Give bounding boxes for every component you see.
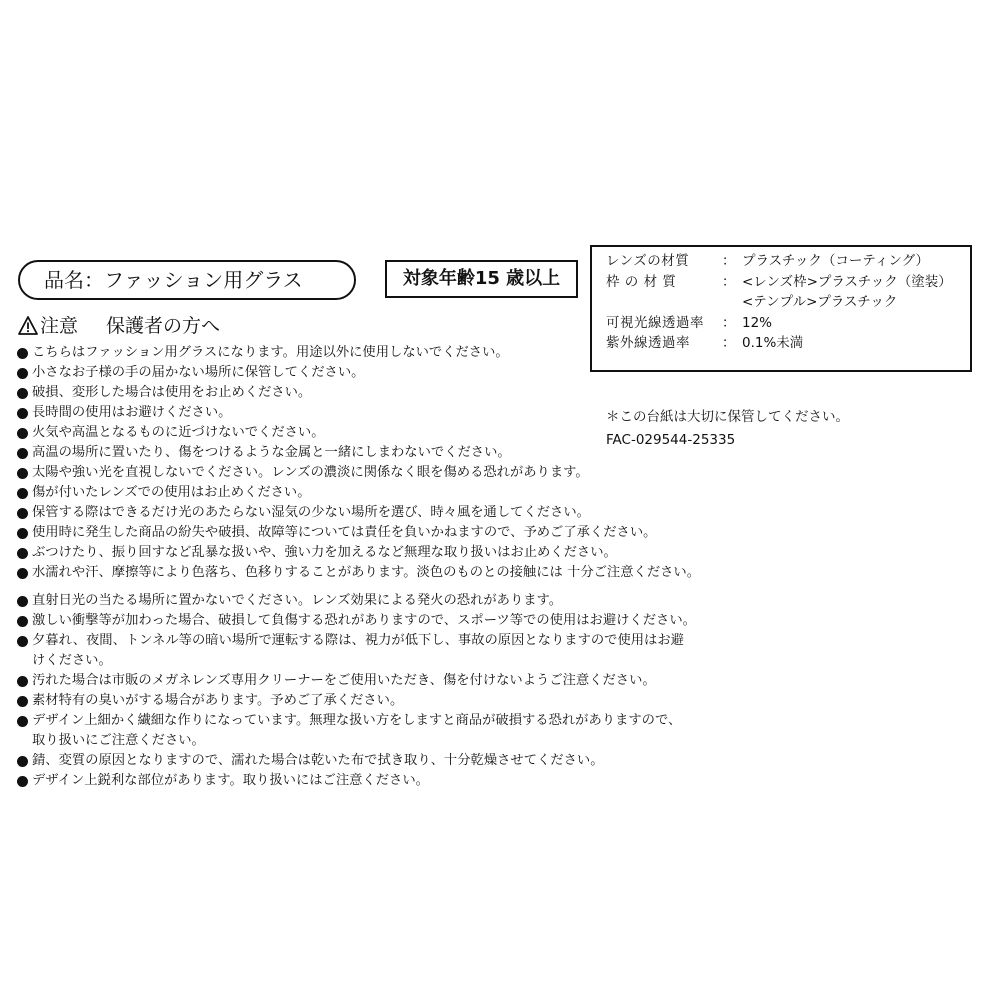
spec-value: 0.1%未満 xyxy=(742,335,804,351)
warning-item: 激しい衝撃等が加わった場合、破損して負傷する恐れがありますので、スポーツ等での使用はお避けください。 xyxy=(16,611,836,631)
warning-item: 破損、変形した場合は使用をお止めください。 xyxy=(16,383,836,403)
spec-value: <テンプル>プラスチック xyxy=(742,294,898,310)
warning-item: 傷が付いたレンズでの使用はお止めください。 xyxy=(16,483,836,503)
warning-icon xyxy=(18,315,38,343)
warning-item: 使用時に発生した商品の紛失や破損、故障等については責任を負いかねますので、予めご了承ください。 xyxy=(16,523,836,543)
product-code: FAC-029544-25335 xyxy=(606,432,736,448)
spec-value: 12% xyxy=(742,314,773,331)
spec-value: プラスチック（コーティング） xyxy=(742,253,929,269)
spec-colon: ： xyxy=(722,314,736,331)
caution-subtitle: 保護者の方へ xyxy=(106,315,221,337)
target-age-label: 対象年齢15 歳以上 xyxy=(385,260,578,298)
warning-item: 小さなお子様の手の届かない場所に保管してください。 xyxy=(16,363,836,383)
spec-value: <レンズ枠>プラスチック（塗装） xyxy=(742,273,952,290)
warning-item: 長時間の使用はお避けください。 xyxy=(16,403,836,423)
spec-colon xyxy=(722,292,742,313)
warning-item: 保管する際はできるだけ光のあたらない湿気の少ない場所を選び、時々風を通してください。 xyxy=(16,503,836,523)
spec-key: 枠 の 材 質 xyxy=(606,273,677,290)
warning-item: 錆、変質の原因となりますので、濡れた場合は乾いた布で拭き取り、十分乾燥させてください。 xyxy=(16,751,836,771)
keep-card-note: ＊この台紙は大切に保管してください。 xyxy=(606,409,849,425)
warning-item: 汚れた場合は市販のメガネレンズ専用クリーナーをご使用いただき、傷を付けないようご注意ください。 xyxy=(16,671,836,691)
spec-key: 可視光線透過率 xyxy=(606,314,704,331)
spec-row xyxy=(606,292,970,313)
spec-colon: ： xyxy=(722,253,736,269)
warning-item: 夕暮れ、夜間、トンネル等の暗い場所で運転する際は、視力が低下し、事故の原因となりますので使用はお避 けください。 xyxy=(16,631,836,671)
spec-colon: ： xyxy=(722,273,736,290)
spec-key: レンズの材質 xyxy=(606,253,690,269)
warning-item: 火気や高温となるものに近づけないでください。 xyxy=(16,423,836,443)
warning-list xyxy=(16,343,836,791)
warning-item: こちらはファッション用グラスになります。用途以外に使用しないでください。 xyxy=(16,343,836,363)
warning-item: 水濡れや汗、摩擦等により色落ち、色移りすることがあります。淡色のものとの接触には 十分ご注意ください。 xyxy=(16,563,836,583)
spec-row xyxy=(606,272,970,293)
spec-colon: ： xyxy=(722,335,736,351)
spec-key xyxy=(606,292,722,313)
spec-row xyxy=(606,313,970,334)
spec-row xyxy=(606,251,970,272)
warning-item: 直射日光の当たる場所に置かないでください。レンズ効果による発火の恐れがあります。 xyxy=(16,591,836,611)
product-name-label: 品名：ファッション用グラス xyxy=(18,260,356,300)
warning-item: デザイン上細かく繊細な作りになっています。無理な扱い方をしますと商品が破損する恐れがありますので、 取り扱いにご注意ください。 xyxy=(16,711,836,751)
warning-item: ぶつけたり、振り回すなど乱暴な扱いや、強い力を加えるなど無理な取り扱いはお止めください。 xyxy=(16,543,836,563)
warning-item: 素材特有の臭いがする場合があります。予めご了承ください。 xyxy=(16,691,836,711)
caution-heading xyxy=(18,312,220,343)
warning-item: 高温の場所に置いたり、傷をつけるような金属と一緒にしまわないでください。 xyxy=(16,443,836,463)
warning-item: デザイン上鋭利な部位があります。取り扱いにはご注意ください。 xyxy=(16,771,836,791)
warning-item: 太陽や強い光を直視しないでください。レンズの濃淡に関係なく眼を傷める恐れがあります。 xyxy=(16,463,836,483)
spec-key: 紫外線透過率 xyxy=(606,335,690,351)
caution-title: 注意 xyxy=(40,315,79,337)
